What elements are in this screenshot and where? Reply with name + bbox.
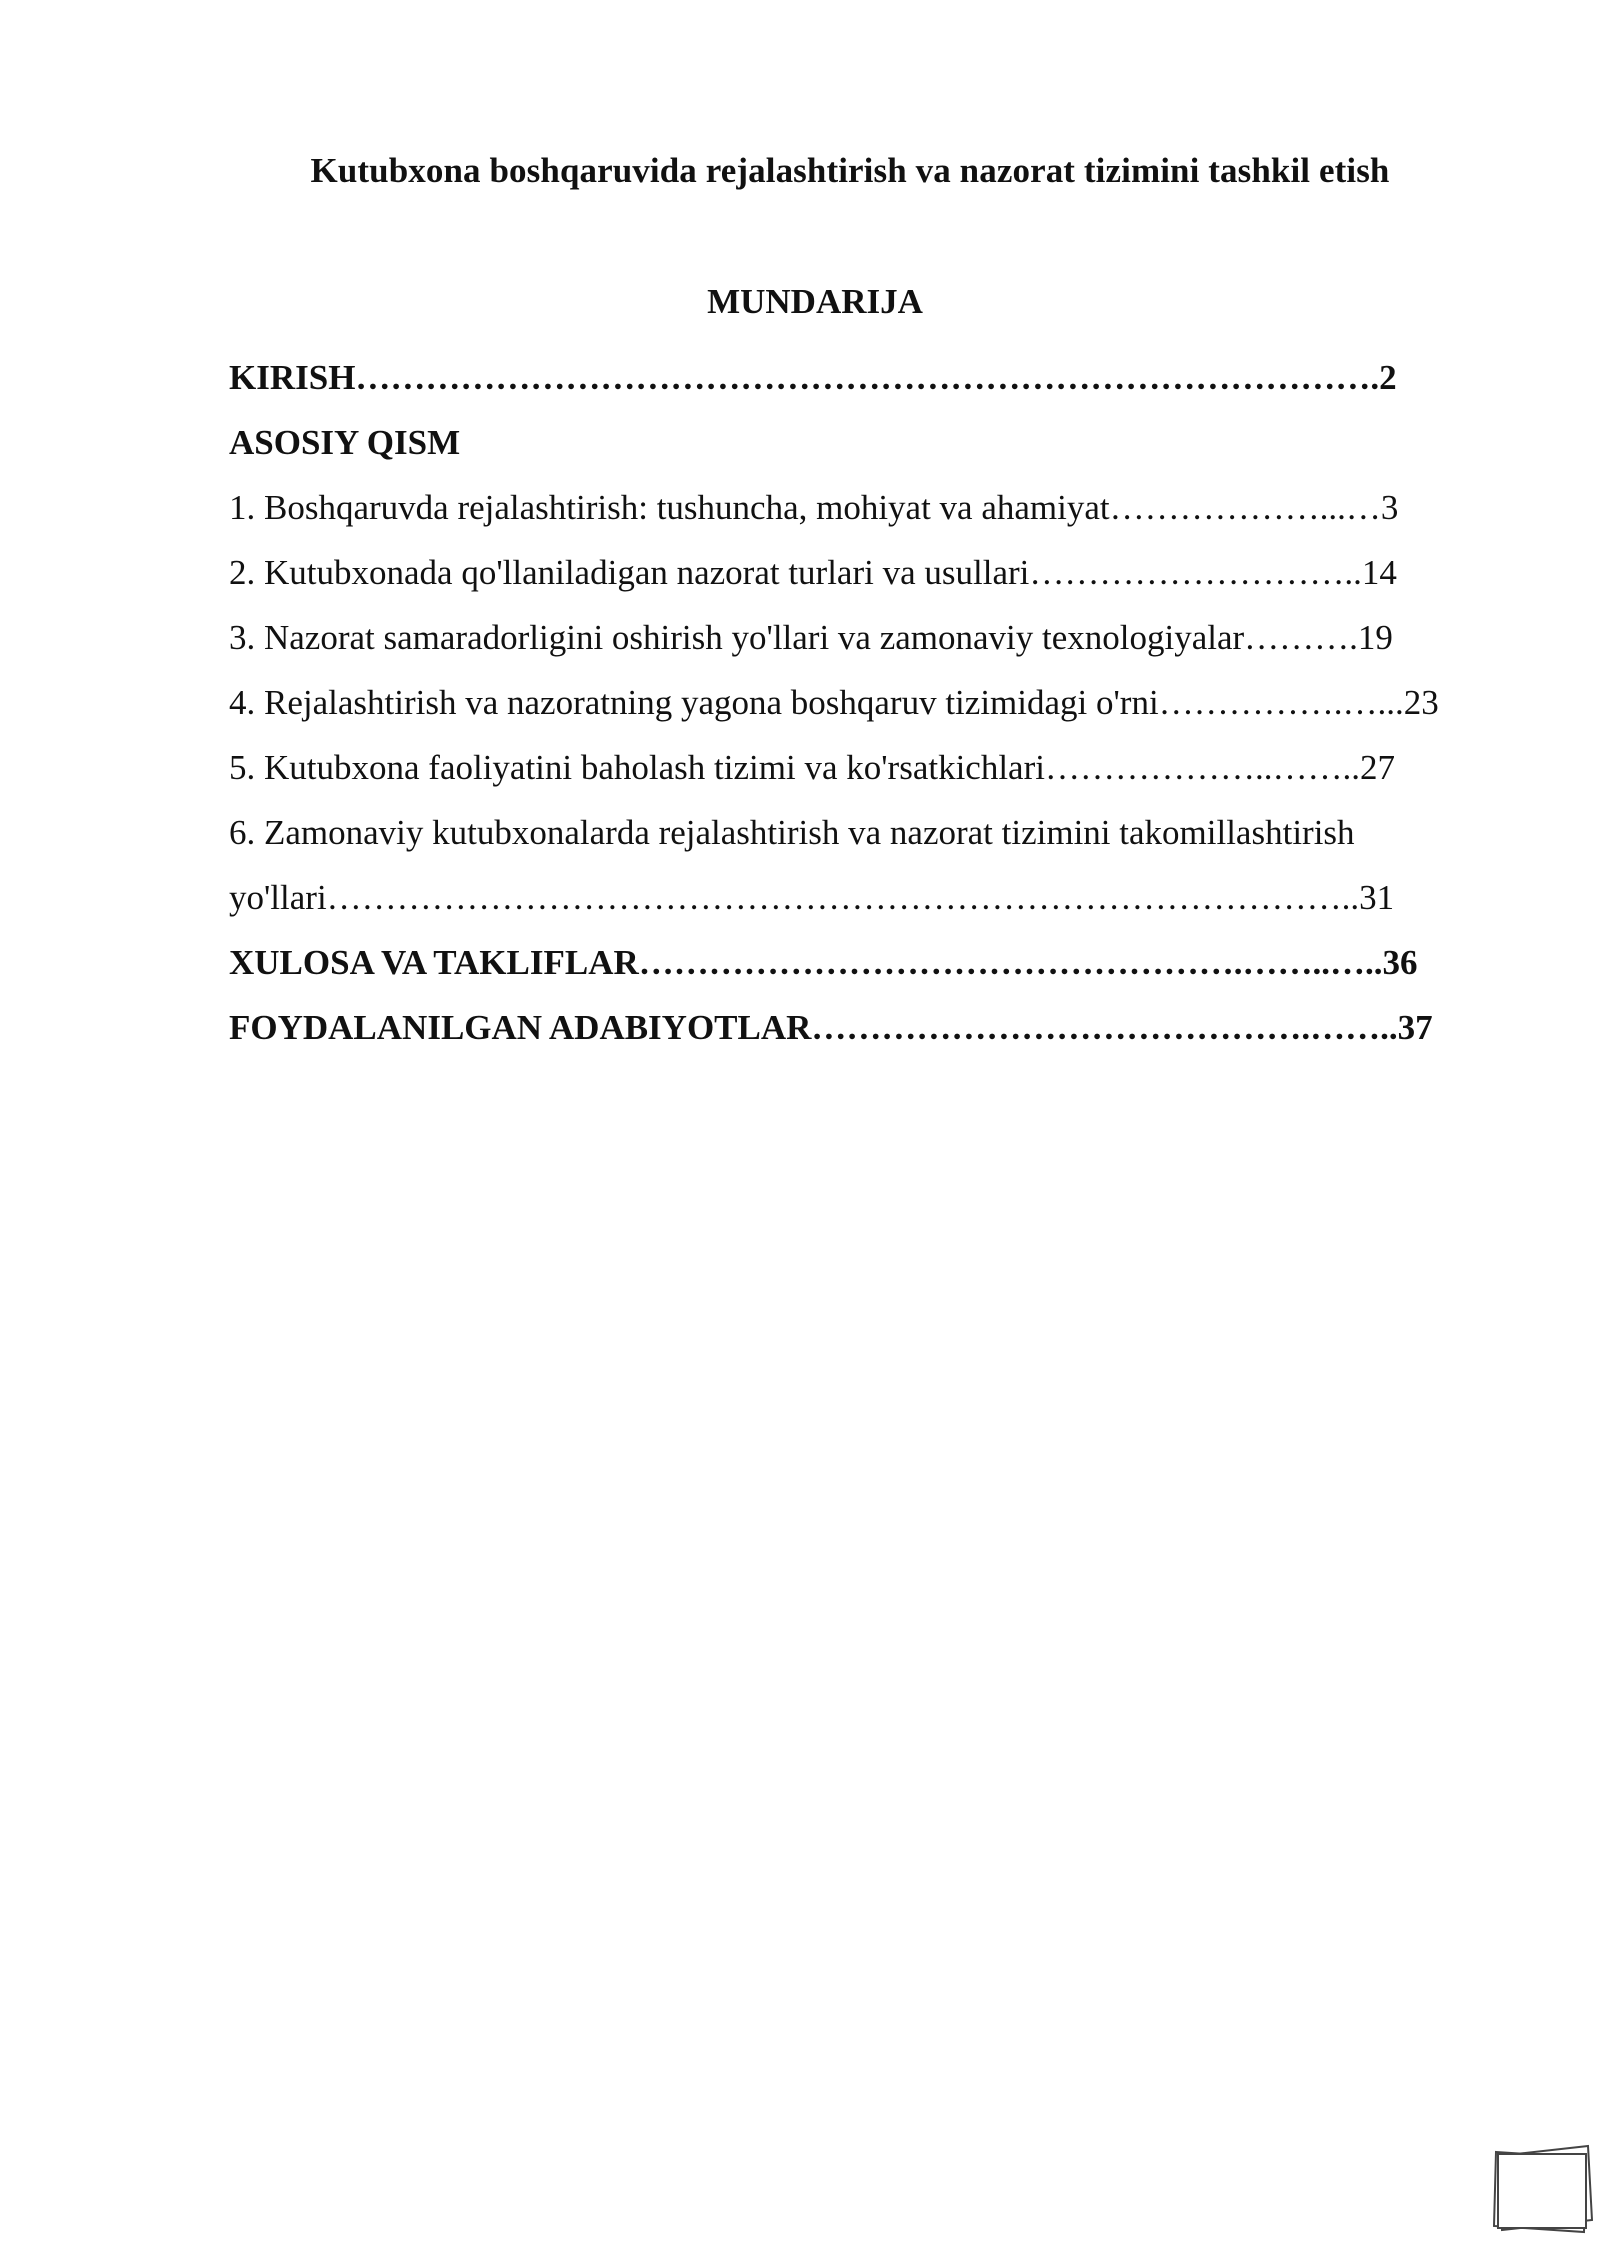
toc-entry-2: 2. Kutubxonada qo'llaniladigan nazorat turlari va usullari………………………..14	[229, 553, 1397, 592]
toc-entry-3: 3. Nazorat samaradorligini oshirish yo'llari va zamonaviy texnologiyalar……….19	[229, 618, 1393, 657]
toc-entry-4: 4. Rejalashtirish va nazoratning yagona boshqaruv tizimidagi o'rni…………….…...23	[229, 683, 1439, 722]
toc-entry-xulosa: XULOSA VA TAKLIFLAR…………………………………………….……..…..36	[229, 943, 1418, 982]
toc-heading: MUNDARIJA	[707, 282, 923, 321]
toc-entry-adabiyotlar: FOYDALANILGAN ADABIYOTLAR…………………………………….……..37	[229, 1008, 1433, 1047]
toc-section-asosiy-qism: ASOSIY QISM	[229, 423, 461, 462]
toc-entry-5: 5. Kutubxona faoliyatini baholash tizimi va ko'rsatkichlari………………..……..27	[229, 748, 1395, 787]
toc-entry-6-line-1: 6. Zamonaviy kutubxonalarda rejalashtirish va nazorat tizimini takomillashtirish	[229, 813, 1355, 852]
stacked-pages-icon[interactable]	[1492, 2138, 1598, 2238]
document-title: Kutubxona boshqaruvida rejalashtirish va nazorat tizimini tashkil etish	[310, 151, 1390, 190]
table-of-contents	[229, 345, 1494, 1060]
toc-entry-kirish: KIRISH…………………………………………………………………………….2	[229, 358, 1397, 397]
toc-entry-1: 1. Boshqaruvda rejalashtirish: tushuncha, mohiyat va ahamiyat………………...…3	[229, 488, 1399, 527]
toc-entry-6-line-2: yo'llari……………………………………………………………………………..31	[229, 878, 1395, 917]
